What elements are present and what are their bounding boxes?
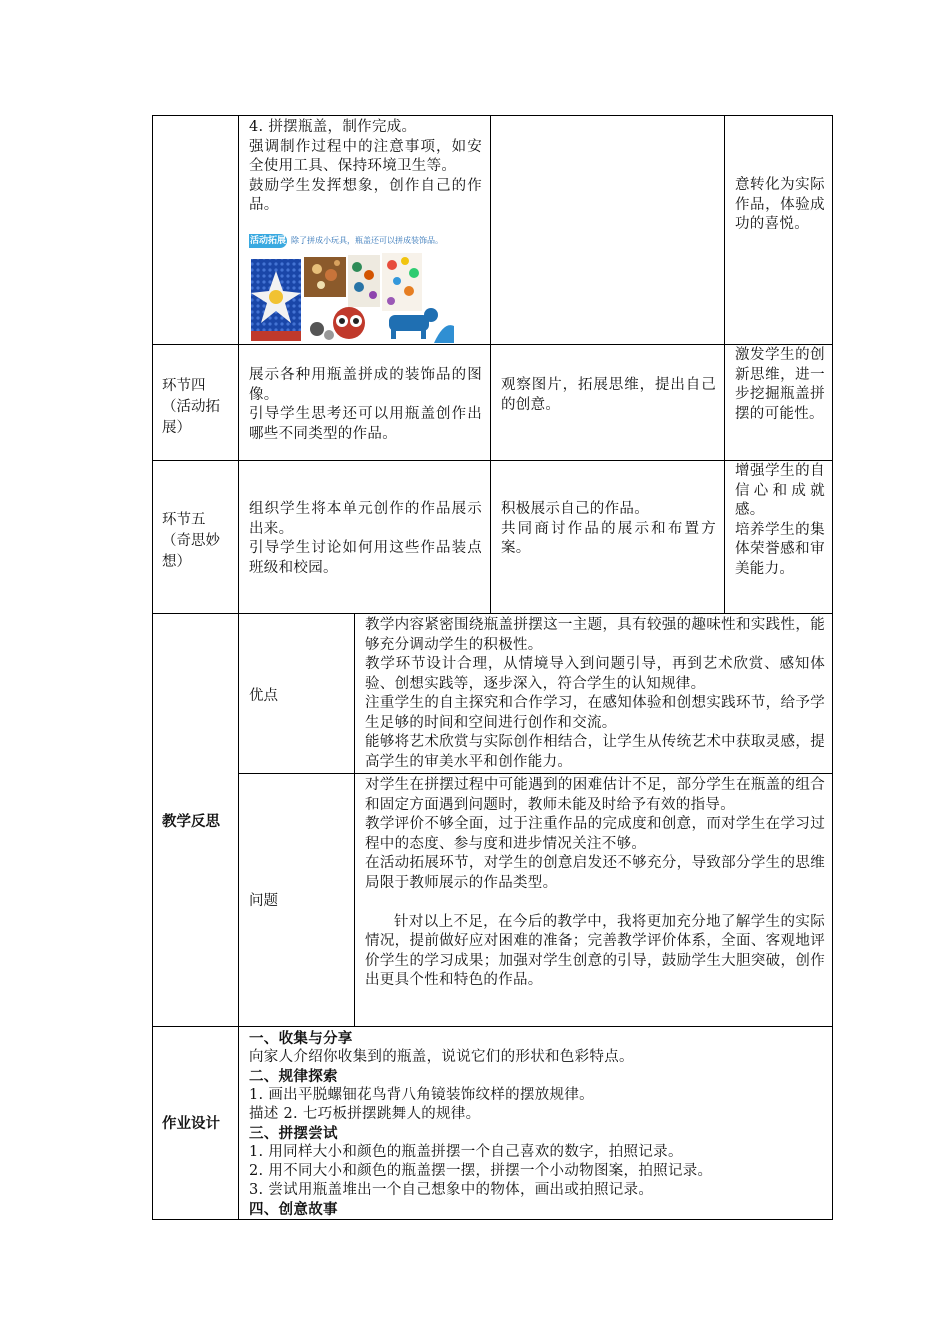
problems-cell — [365, 776, 825, 991]
s4-student: 观察图片，拓展思维，提出自己的创意。 — [501, 377, 716, 413]
improvement-plan: 针对以上不足，在今后的教学中，我将更加充分地了解学生的实际情况，提前做好应对困难的准备；完善教学评价体系，全面、客观地评价学生的学习成果；加强对学生创意的引导，鼓励学生大胆突破，创作出更具个性和特色的作品。 — [365, 913, 825, 988]
strength-1: 教学内容紧密围绕瓶盖拼摆这一主题，具有较强的趣味性和实践性，能够充分调动学生的积极性。 — [365, 617, 825, 653]
s5-student-1: 积极展示自己的作品。 — [501, 501, 649, 517]
activity-badge: 活动拓展 — [249, 236, 286, 246]
s5-purpose-1: 增强学生的自信心和成就感。 — [735, 463, 825, 518]
homework-title: 作业设计 — [162, 1116, 220, 1132]
s1-purpose-cell — [735, 176, 825, 235]
s4-purpose: 激发学生的创新思维，进一步挖掘瓶盖拼摆的可能性。 — [735, 347, 825, 422]
activity-image-caption: 除了拼成小玩具，瓶盖还可以拼成装饰品。 — [291, 236, 443, 245]
hw-text-3b: 2. 用不同大小和颜色的瓶盖摆一摆，拼摆一个小动物图案，拍照记录。 — [249, 1163, 713, 1179]
hw-text-2a: 1. 画出平脱螺钿花鸟背八角镜装饰纹样的摆放规律。 — [249, 1087, 594, 1103]
s4-teacher-cell — [249, 366, 482, 444]
rule-row2 — [152, 460, 833, 461]
homework-cell — [249, 1029, 824, 1219]
rule-bottom — [152, 1219, 833, 1220]
hw-heading-4: 四、创意故事 — [249, 1201, 338, 1218]
s1-safety-note: 强调制作过程中的注意事项，如安全使用工具、保持环境卫生等。 — [249, 138, 482, 174]
s5-purpose-cell — [735, 462, 825, 579]
problem-2: 教学评价不够全面，过于注重作品的完成度和创意，而对学生在学习过程中的态度、参与度和进步情况关注不够。 — [365, 816, 825, 852]
strength-4: 能够将艺术欣赏与实际创作相结合，让学生从传统艺术中获取灵感，提高学生的审美水平和创作能力。 — [365, 734, 825, 770]
hw-heading-2: 二、规律探索 — [249, 1068, 338, 1085]
problems-label: 问题 — [249, 893, 278, 909]
s4-purpose-cell — [735, 346, 825, 424]
rule-col2 — [490, 115, 491, 614]
activity-extension-image — [249, 231, 454, 343]
hw-text-3a: 1. 用同样大小和颜色的瓶盖拼摆一个自己喜欢的数字，拍照记录。 — [249, 1144, 683, 1160]
rule-top — [152, 115, 833, 116]
rule-left — [152, 115, 153, 1220]
hw-text-1: 向家人介绍你收集到的瓶盖，说说它们的形状和色彩特点。 — [249, 1049, 634, 1065]
rule-right — [832, 115, 833, 1220]
hw-heading-3: 三、拼摆尝试 — [249, 1125, 338, 1142]
s5-teacher-1: 组织学生将本单元创作的作品展示出来。 — [249, 501, 482, 537]
s5-teacher-2: 引导学生讨论如何用这些作品装点班级和校园。 — [249, 540, 482, 576]
rule-reflection-mid — [238, 773, 833, 774]
rule-row3 — [152, 613, 833, 614]
s5-purpose-2: 培养学生的集体荣誉感和审美能力。 — [735, 521, 825, 577]
s5-stage-label: 环节五（奇思妙想） — [162, 512, 220, 570]
s4-student-cell — [501, 376, 716, 415]
s1-step4: 4. 拼摆瓶盖，制作完成。 — [249, 119, 417, 135]
s5-student-2: 共同商讨作品的展示和布置方案。 — [501, 520, 716, 556]
s1-purpose: 意转化为实际作品，体验成功的喜悦。 — [735, 177, 825, 232]
rule-row1 — [152, 344, 833, 345]
rule-row4 — [152, 1026, 833, 1027]
s5-student-cell — [501, 500, 716, 559]
s4-teacher-2: 引导学生思考还可以用瓶盖创作出哪些不同类型的作品。 — [249, 406, 482, 442]
problem-1: 对学生在拼摆过程中可能遇到的困难估计不足，部分学生在瓶盖的组合和固定方面遇到问题时，教师未能及时给予有效的指导。 — [365, 777, 825, 813]
reflection-title: 教学反思 — [162, 814, 220, 830]
hw-text-3c: 3. 尝试用瓶盖堆出一个自己想象中的物体，画出或拍照记录。 — [249, 1182, 654, 1198]
rule-col3 — [724, 115, 725, 614]
hw-text-2b: 描述 2. 七巧板拼摆跳舞人的规律。 — [249, 1106, 481, 1122]
strengths-label: 优点 — [249, 688, 278, 704]
strength-3: 注重学生的自主探究和合作学习，在感知体验和创想实践环节，给予学生足够的时间和空间进行创作和交流。 — [365, 695, 825, 731]
problem-3: 在活动拓展环节，对学生的创意启发还不够充分，导致部分学生的思维局限于教师展示的作品类型。 — [365, 855, 825, 891]
s1-teacher-cell — [249, 118, 482, 216]
s4-teacher-1: 展示各种用瓶盖拼成的装饰品的图像。 — [249, 367, 482, 403]
s4-stage-label: 环节四（活动拓展） — [162, 378, 220, 436]
rule-sub — [354, 613, 355, 1027]
strengths-cell — [365, 616, 825, 772]
s1-encourage: 鼓励学生发挥想象，创作自己的作品。 — [249, 177, 482, 213]
hw-heading-1: 一、收集与分享 — [249, 1030, 353, 1047]
strength-2: 教学环节设计合理，从情境导入到问题引导，再到艺术欣赏、感知体验、创想实践等，逐步深入，符合学生的认知规律。 — [365, 656, 825, 692]
decoration-collage-icon — [249, 231, 454, 343]
rule-col1 — [238, 115, 239, 1220]
s5-teacher-cell — [249, 500, 482, 578]
